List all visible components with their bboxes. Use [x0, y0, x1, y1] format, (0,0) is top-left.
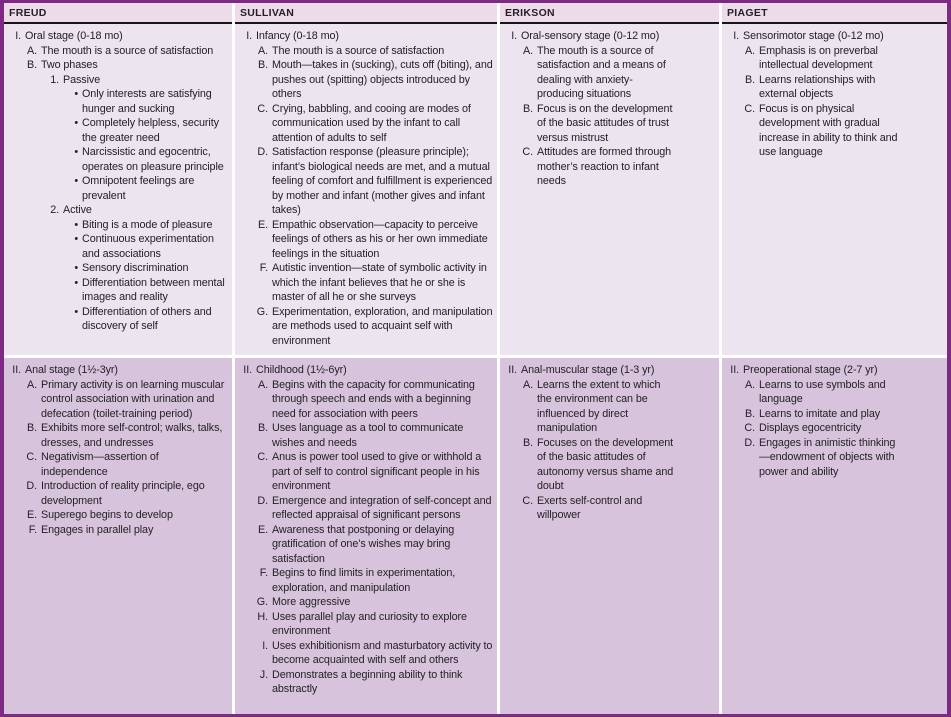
item-marker: I.	[733, 30, 739, 42]
item-text: Engages in animistic thinking—endowment of objects with power and ability	[759, 436, 896, 478]
outline-item	[69, 116, 228, 145]
item-marker: B.	[744, 73, 755, 86]
outline-item	[743, 44, 901, 73]
item-marker: A.	[744, 378, 755, 391]
outline-item	[256, 44, 493, 59]
item-text: Exhibits more self-control; walks, talks, dresses, and undresses	[41, 422, 223, 449]
item-marker: A.	[257, 44, 268, 57]
item-marker: B.	[257, 59, 268, 71]
item-text: Emphasis is on preverbal intellectual development	[759, 44, 878, 71]
item-text: Narcissistic and egocentric, operates on pleasure principle	[82, 146, 224, 173]
item-text: Engages in parallel play	[41, 523, 154, 536]
item-text: Anal stage (1½-3yr)	[25, 364, 118, 376]
outline-item	[256, 305, 493, 349]
item-marker: 2.	[50, 204, 59, 216]
item-marker: A.	[522, 378, 533, 391]
column-erikson	[500, 3, 719, 714]
outline-item	[256, 261, 493, 305]
outline-item	[256, 639, 493, 668]
outline-item	[256, 494, 493, 523]
item-marker: C.	[257, 102, 268, 115]
item-marker: J.	[259, 668, 268, 681]
outline-item	[239, 29, 493, 44]
item-text: Begins to find limits in experimentation, exploration, and manipulation	[272, 567, 456, 594]
bullet-marker: •	[74, 305, 78, 318]
item-text: Childhood (1½-6yr)	[256, 364, 347, 376]
outline-item	[256, 421, 493, 450]
item-marker: II.	[730, 364, 739, 376]
outline-item	[25, 508, 228, 523]
item-text: Demonstrates a beginning ability to think abstractly	[272, 668, 463, 695]
outline-item	[743, 407, 901, 422]
outline-item	[743, 73, 901, 102]
item-marker: B.	[257, 422, 268, 434]
piaget-stage-1-cell	[722, 24, 947, 355]
outline-item	[69, 305, 228, 334]
item-marker: D.	[744, 436, 755, 449]
item-text: Completely helpless, security the greater need	[82, 117, 219, 144]
outline-item	[256, 450, 493, 494]
outline-item	[256, 102, 493, 146]
item-text: Passive	[63, 73, 101, 86]
bullet-marker: •	[74, 175, 78, 187]
outline-item	[256, 566, 493, 595]
outline-item	[25, 523, 228, 538]
item-marker: A.	[26, 44, 37, 57]
outline-item	[256, 668, 493, 697]
outline-item	[521, 378, 677, 436]
outline-item	[69, 87, 228, 116]
item-text: Learns to use symbols and language	[759, 378, 886, 405]
item-text: Attitudes are formed through mother’s reaction to infant needs	[537, 146, 672, 187]
outline-item	[504, 29, 677, 44]
item-marker: 1.	[50, 73, 59, 86]
item-text: Omnipotent feelings are prevalent	[82, 175, 195, 202]
item-marker: A.	[26, 378, 37, 391]
item-text: Uses exhibitionism and masturbatory activity to become acquainted with self and others	[272, 639, 493, 666]
item-marker: II.	[243, 364, 252, 376]
item-text: Learns to imitate and play	[759, 407, 881, 420]
outline-item	[25, 421, 228, 450]
item-marker: H.	[257, 610, 268, 623]
outline-item	[743, 102, 901, 160]
outline-item	[256, 378, 493, 422]
column-header-sullivan: SULLIVAN	[235, 3, 497, 24]
item-marker: C.	[26, 451, 37, 463]
outline-item	[69, 261, 228, 276]
column-freud	[4, 3, 232, 714]
item-text: Begins with the capacity for communicating through speech and ends with a beginning need for association with peers	[272, 378, 475, 420]
item-marker: E.	[257, 218, 268, 231]
outline-item	[69, 174, 228, 203]
outline-item	[256, 610, 493, 639]
outline-item	[25, 479, 228, 508]
outline-item	[25, 378, 228, 422]
outline-item	[521, 145, 677, 189]
outline-item	[69, 232, 228, 261]
item-marker: B.	[26, 422, 37, 434]
outline-item	[521, 44, 677, 102]
item-text: Mouth—takes in (sucking), cuts off (biting), and pushes out (spitting) objects introduced by others	[272, 59, 493, 100]
outline-item	[743, 421, 901, 436]
item-text: The mouth is a source of satisfaction and a means of dealing with anxiety-producing situations	[537, 44, 666, 100]
outline-item	[8, 29, 228, 44]
bullet-marker: •	[74, 218, 78, 231]
item-text: More aggressive	[272, 596, 351, 608]
outline-item	[47, 73, 228, 88]
item-text: Autistic invention—state of symbolic activity in which the infant believes that he or she is master of all he or she surveys	[272, 262, 487, 303]
item-marker: D.	[257, 494, 268, 507]
item-text: Negativism—assertion of independence	[41, 451, 159, 478]
item-text: Anus is power tool used to give or withhold a part of self to control significant people in his environment	[272, 451, 482, 492]
item-marker: A.	[744, 44, 755, 57]
piaget-stage-2-cell	[722, 358, 947, 714]
outline-item	[743, 378, 901, 407]
item-text: Biting is a mode of pleasure	[82, 218, 213, 231]
item-text: Only interests are satisfying hunger and sucking	[82, 88, 212, 115]
outline-item	[256, 218, 493, 262]
item-text: The mouth is a source of satisfaction	[272, 44, 445, 57]
freud-stage-2-cell	[4, 358, 232, 714]
bullet-marker: •	[74, 146, 78, 158]
item-text: Learns the extent to which the environment can be influenced by direct manipulation	[537, 378, 661, 434]
bullet-marker: •	[74, 276, 78, 289]
outline-item	[726, 363, 901, 378]
outline-item	[256, 58, 493, 102]
outline-item	[726, 29, 901, 44]
column-header-erikson: ERIKSON	[500, 3, 719, 24]
column-sullivan	[235, 3, 497, 714]
item-marker: F.	[28, 523, 37, 536]
outline-item	[69, 218, 228, 233]
item-marker: E.	[26, 509, 37, 521]
outline-item	[25, 58, 228, 73]
item-text: Experimentation, exploration, and manipulation are methods used to acquaint self with environment	[272, 305, 493, 347]
outline-item	[8, 363, 228, 378]
item-text: Differentiation of others and discovery of self	[82, 305, 212, 332]
item-text: Displays egocentricity	[759, 422, 862, 434]
item-text: Sensory discrimination	[82, 262, 189, 274]
bullet-marker: •	[74, 117, 78, 129]
item-marker: C.	[744, 422, 755, 434]
item-marker: C.	[522, 146, 533, 158]
erikson-stage-1-cell	[500, 24, 719, 355]
item-text: The mouth is a source of satisfaction	[41, 44, 214, 57]
item-marker: A.	[257, 378, 268, 391]
outline-item	[239, 363, 493, 378]
item-text: Infancy (0-18 mo)	[256, 30, 339, 42]
item-marker: B.	[744, 407, 755, 420]
erikson-stage-2-cell	[500, 358, 719, 714]
item-marker: D.	[257, 146, 268, 158]
item-marker: G.	[256, 596, 268, 608]
outline-item	[521, 494, 677, 523]
item-text: Active	[63, 204, 92, 216]
outline-item	[521, 102, 677, 146]
item-marker: B.	[522, 436, 533, 449]
item-marker: F.	[259, 567, 268, 579]
bullet-marker: •	[74, 233, 78, 245]
item-marker: F.	[259, 262, 268, 274]
item-text: Focus is on the development of the basic attitudes of trust versus mistrust	[537, 102, 673, 144]
item-text: Learns relationships with external objects	[759, 73, 876, 100]
outline-item	[256, 595, 493, 610]
item-text: Continuous experimentation and associations	[82, 233, 214, 260]
item-marker: E.	[257, 523, 268, 536]
item-marker: I.	[511, 30, 517, 42]
item-text: Preoperational stage (2-7 yr)	[743, 364, 878, 376]
item-text: Emergence and integration of self-concept and reflected appraisal of significant persons	[272, 494, 492, 521]
outline-item	[25, 44, 228, 59]
item-text: Awareness that postponing or delaying gratification of one’s wishes may bring satisfaction	[272, 523, 455, 565]
outline-item	[743, 436, 901, 480]
item-marker: I.	[15, 30, 21, 42]
bullet-marker: •	[74, 88, 78, 100]
outline-item	[521, 436, 677, 494]
outline-item	[69, 145, 228, 174]
column-header-piaget: PIAGET	[722, 3, 947, 24]
outline-item	[256, 523, 493, 567]
item-text: Crying, babbling, and cooing are modes of communication used by the infant to call attention of adults to self	[272, 102, 471, 144]
item-text: Superego begins to develop	[41, 509, 173, 521]
item-marker: B.	[522, 102, 533, 115]
item-text: Primary activity is on learning muscular control association with urination and defecation (toilet-training period)	[41, 378, 225, 420]
outline-item	[256, 145, 493, 218]
item-text: Oral-sensory stage (0-12 mo)	[521, 30, 660, 42]
item-marker: I.	[262, 639, 268, 652]
item-marker: C.	[744, 102, 755, 115]
item-marker: D.	[26, 480, 37, 492]
item-text: Uses parallel play and curiosity to explore environment	[272, 610, 467, 637]
outline-item	[47, 203, 228, 218]
item-text: Anal-muscular stage (1-3 yr)	[521, 364, 655, 376]
item-marker: A.	[522, 44, 533, 57]
item-text: Satisfaction response (pleasure principle); infant’s biological needs are met, and a mutual feeling of comfort and fulfillment is experienced by mother and infant (mother gives and infant takes)	[272, 146, 493, 216]
column-header-freud: FREUD	[4, 3, 232, 24]
sullivan-stage-1-cell	[235, 24, 497, 355]
item-text: Oral stage (0-18 mo)	[25, 30, 123, 42]
item-text: Two phases	[41, 59, 98, 71]
item-text: Uses language as a tool to communicate wishes and needs	[272, 422, 464, 449]
item-text: Differentiation between mental images and reality	[82, 276, 225, 303]
item-text: Focus is on physical development with gradual increase in ability to think and use language	[759, 102, 898, 158]
item-text: Focuses on the development of the basic attitudes of autonomy versus shame and doubt	[537, 436, 674, 492]
item-marker: I.	[246, 30, 252, 42]
item-text: Sensorimotor stage (0-12 mo)	[743, 30, 884, 42]
sullivan-stage-2-cell	[235, 358, 497, 714]
item-marker: G.	[256, 305, 268, 318]
item-marker: C.	[522, 494, 533, 507]
outline-item	[69, 276, 228, 305]
item-marker: C.	[257, 451, 268, 463]
outline-item	[504, 363, 677, 378]
item-marker: II.	[12, 364, 21, 376]
item-marker: B.	[26, 59, 37, 71]
column-piaget	[722, 3, 947, 714]
item-text: Exerts self-control and willpower	[537, 494, 643, 521]
item-text: Empathic observation—capacity to perceive feelings of others as his or her own immediate feelings in the situation	[272, 218, 488, 260]
freud-stage-1-cell	[4, 24, 232, 355]
item-marker: II.	[508, 364, 517, 376]
bullet-marker: •	[74, 262, 78, 274]
item-text: Introduction of reality principle, ego development	[41, 480, 205, 507]
outline-item	[25, 450, 228, 479]
